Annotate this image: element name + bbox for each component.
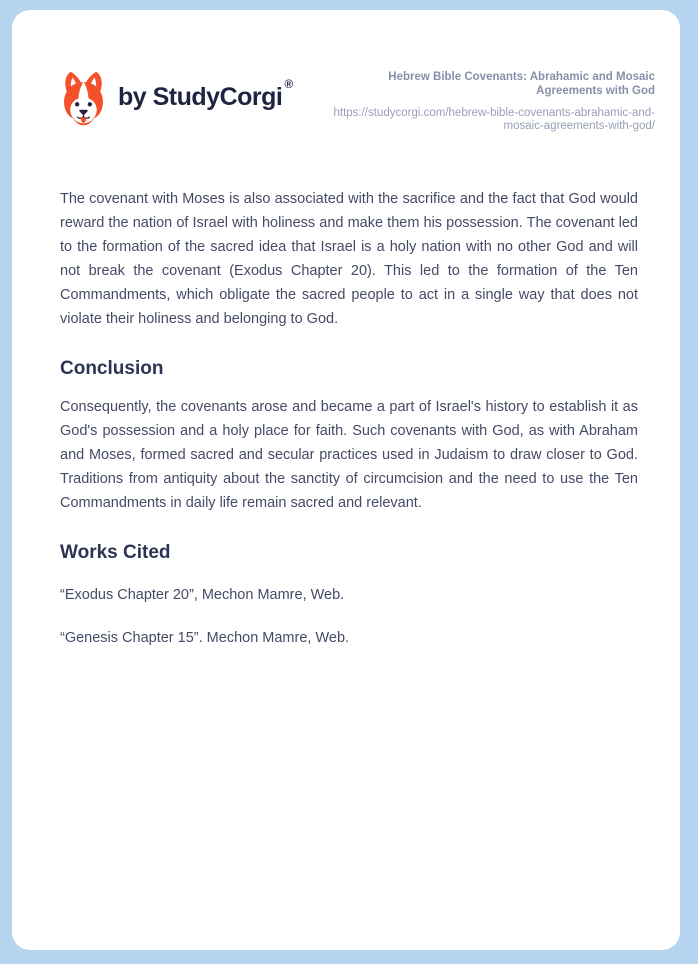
- article-body: [12, 133, 680, 648]
- brand-name: by StudyCorgi ®: [118, 77, 293, 111]
- conclusion-heading: Conclusion: [60, 358, 164, 379]
- document-card: [12, 10, 680, 950]
- document-url: https://studycorgi.com/hebrew-bible-covenants-abrahamic-and-mosaic-agreements-with-god/: [333, 107, 655, 132]
- document-title: Hebrew Bible Covenants: Abrahamic and Mosaic Agreements with God: [388, 71, 655, 97]
- header: [12, 10, 680, 133]
- intro-paragraph: The covenant with Moses is also associated with the sacrifice and the fact that God would reward the nation of Israel with holiness and make them his possession. The covenant led to the formation of the sacred idea that Israel is a holy nation with no other God and will not break the covenant (Exodus Chapter 20). This led to the formation of the Ten Commandments, which obligate the sacred people to act in a single way that does not violate their holiness and belonging to God.: [60, 191, 638, 327]
- citation-exodus: “Exodus Chapter 20”, Mechon Mamre, Web.: [60, 587, 345, 603]
- citation-genesis: “Genesis Chapter 15”. Mechon Mamre, Web.: [60, 630, 350, 646]
- document-title-block: [323, 65, 655, 133]
- corgi-logo-icon: [60, 69, 107, 126]
- conclusion-paragraph: Consequently, the covenants arose and became a part of Israel's history to establish it as God's possession and a holy place for faith. Such covenants with God, as with Abraham and Moses, formed sacred and secular practices used in Judaism to draw closer to God. Traditions from antiquity about the sanctity of circumcision and the need to use the Ten Commandments in daily life remain sacred and relevant.: [60, 399, 638, 511]
- registered-trademark: ®: [284, 77, 293, 91]
- works-cited-heading: Works Cited: [60, 542, 171, 563]
- studycorgi-brand: [60, 69, 291, 126]
